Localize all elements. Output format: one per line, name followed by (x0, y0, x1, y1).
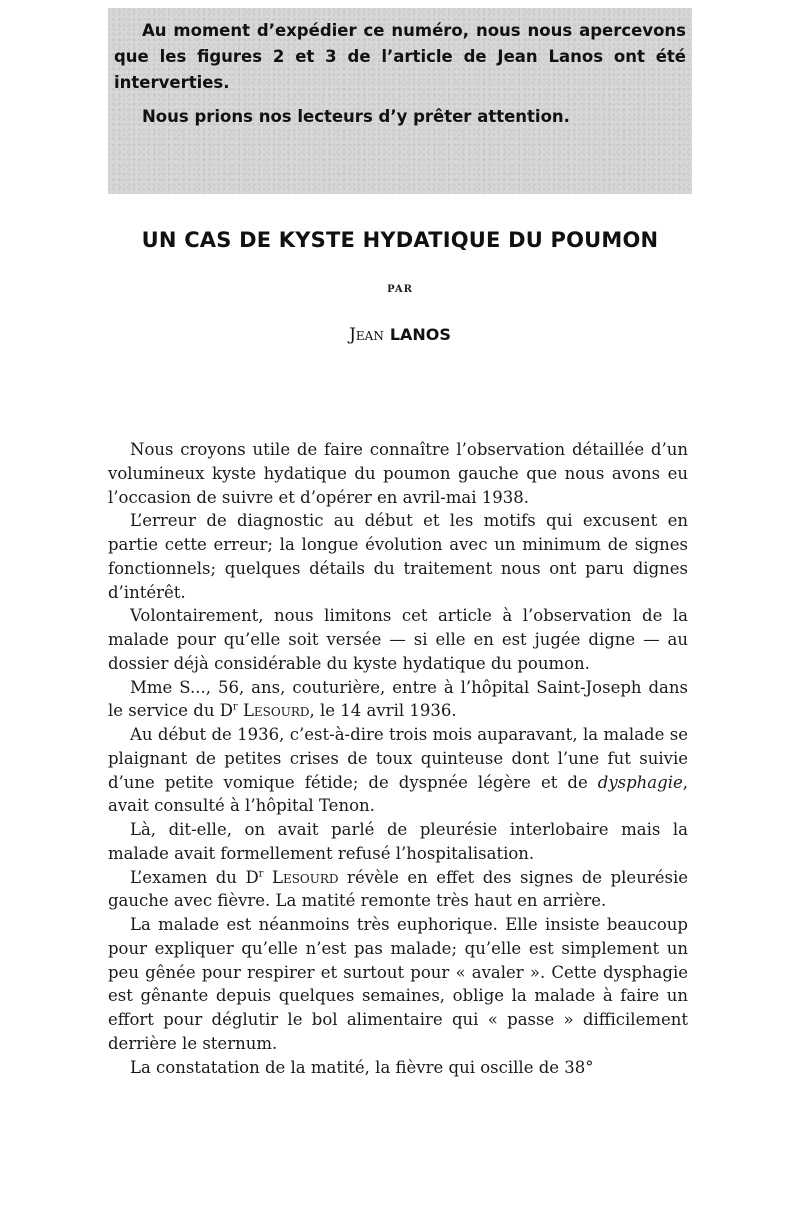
article-body (108, 438, 688, 1079)
author-last-name: LANOS (389, 325, 451, 344)
paragraph-4 (108, 676, 688, 724)
paragraph-5-text-b: , avait consulté à l’hôpital Tenon. (108, 772, 688, 816)
paragraph-5-italic: dysphagie (597, 772, 683, 792)
paragraph-5 (108, 723, 688, 818)
paragraph-7-superscript: r (258, 868, 264, 879)
paragraph-4-superscript: r (232, 701, 238, 713)
author-first-name: Jean (349, 325, 384, 345)
paragraph-7-doctor-name: Lesourd (271, 867, 339, 887)
paragraph-5-text-a: Au début de 1936, c’est-à-dire trois mois auparavant, la malade se plaignant de petites crises de toux quinteuse dont l’une fut suivie d’une petite vomique fétide; de dyspnée légère et de (108, 725, 688, 792)
paragraph-3: Volontairement, nous limitons cet article à l’observation de la malade pour qu’elle soit versée — si elle en est jugée digne — au dossier déjà considérable du kyste hydatique du poumon. (108, 606, 688, 673)
paragraph-4-text-a: Mme S..., 56, ans, couturière, entre à l’hôpital Saint-Joseph dans le service du D (108, 677, 688, 721)
article-title: UN CAS DE KYSTE HYDATIQUE DU POUMON (141, 228, 659, 252)
byline-par: PAR (387, 284, 413, 295)
paragraph-1: Nous croyons utile de faire connaître l’observation détaillée d’un volumineux kyste hydatique du poumon gauche que nous avons eu l’occasion de suivre et d’opérer en avril-mai 1938. (108, 440, 688, 507)
paragraph-6: Là, dit-elle, on avait parlé de pleurésie interlobaire mais la malade avait formellement refusé l’hospitalisation. (108, 820, 688, 863)
paragraph-9: La constatation de la matité, la fièvre qui oscille de 38° (130, 1057, 594, 1077)
erratum-notice (108, 8, 692, 194)
erratum-request: Nous prions nos lecteurs d’y prêter attention. (142, 107, 570, 126)
erratum-text: Au moment d’expédier ce numéro, nous nous apercevons que les figures 2 et 3 de l’article de Jean Lanos ont été interverties. (114, 21, 686, 92)
paragraph-2: L’erreur de diagnostic au début et les motifs qui excusent en partie cette erreur; la longue évolution avec un minimum de signes fonctionnels; quelques détails du traitement nous ont paru dignes d’intérêt. (108, 511, 688, 602)
paragraph-4-doctor-name: Lesourd (242, 701, 310, 721)
paragraph-7-text-b: révèle en effet des signes de pleurésie gauche avec fièvre. La matité remonte très haut en arrière. (108, 867, 688, 911)
paragraph-4-text-b: , le 14 avril 1936. (309, 701, 457, 721)
paragraph-7-text-a: L’examen du D (130, 867, 259, 887)
paragraph-7 (108, 866, 688, 914)
author-name (0, 325, 800, 345)
paragraph-8: La malade est néanmoins très euphorique. Elle insiste beaucoup pour expliquer qu’elle n’est pas malade; qu’elle est simplement un peu gênée pour respirer et surtout pour « avaler ». Cette dysphagie est gênante depuis quelques semaines, oblige la malade à faire un effort pour déglutir le bol alimentaire qui « passe » difficilement derrière le sternum. (108, 915, 688, 1053)
